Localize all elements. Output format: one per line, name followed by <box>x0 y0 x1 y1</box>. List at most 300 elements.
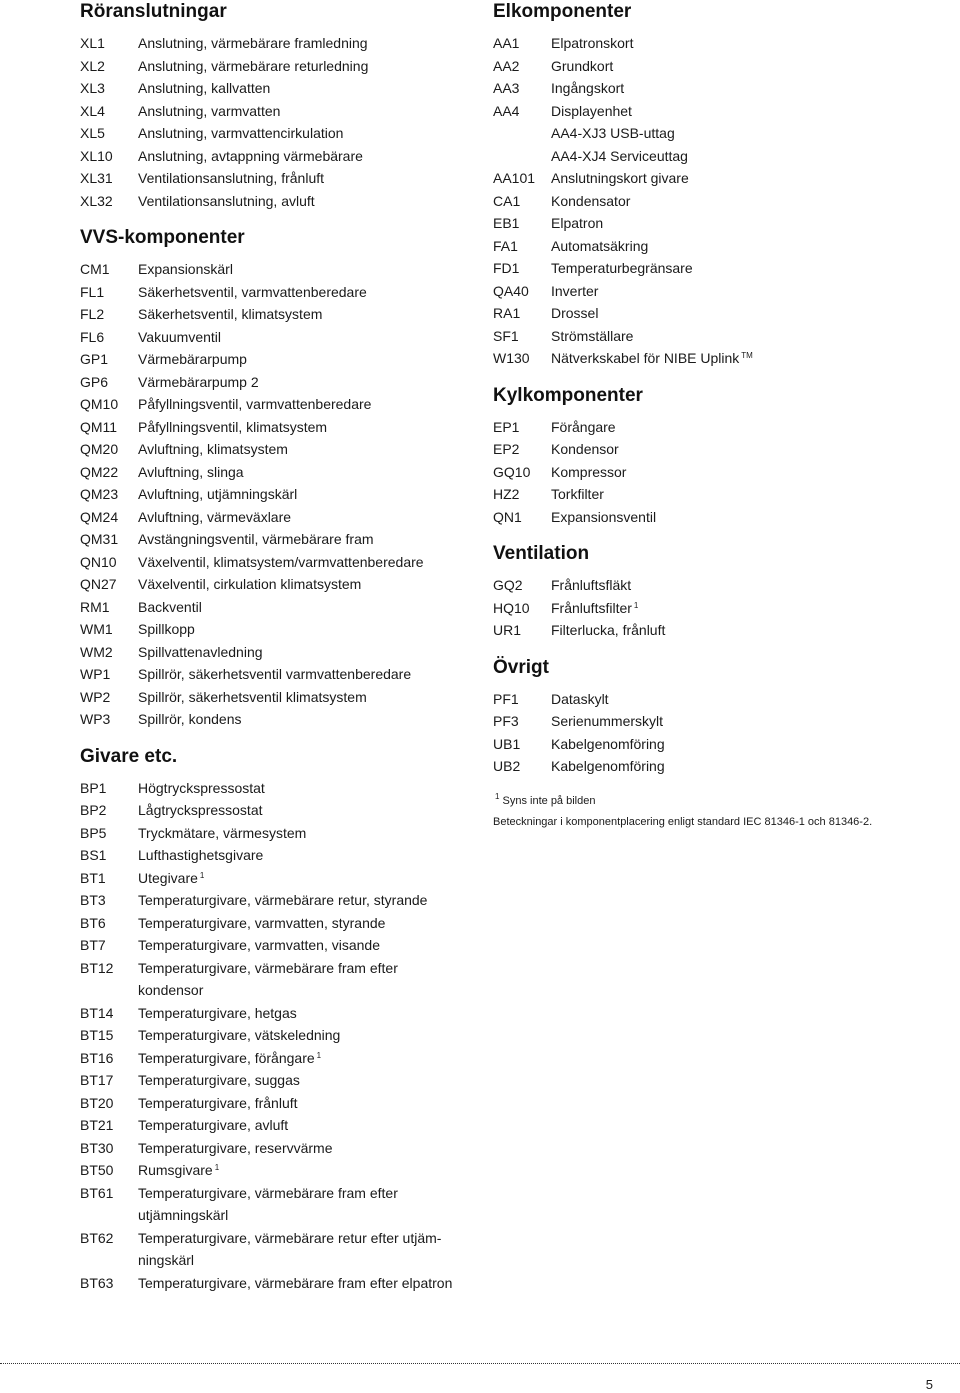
item-description <box>138 326 480 349</box>
item-description <box>551 688 933 711</box>
list-item <box>493 257 933 280</box>
right-column <box>493 0 933 829</box>
section-title-vvs: VVS-komponenter <box>80 227 245 248</box>
item-code: BP1 <box>80 779 107 796</box>
item-description-text: Säkerhetsventil, varmvattenberedare <box>138 283 367 300</box>
list-item <box>493 235 933 258</box>
item-description-text: Torkfilter <box>551 486 604 502</box>
item-description-text: Vakuumventil <box>138 328 222 345</box>
list-item <box>493 77 933 100</box>
list-item <box>493 167 933 190</box>
list-item <box>80 55 480 78</box>
item-description <box>138 686 480 709</box>
list-item <box>493 55 933 78</box>
item-description <box>138 32 480 55</box>
item-description <box>138 303 480 326</box>
item-description <box>138 551 480 574</box>
item-description <box>551 597 933 620</box>
item-description-text: Temperaturgivare, avluft <box>138 1117 289 1133</box>
superscript: 1 <box>214 1163 220 1172</box>
item-description <box>551 619 933 642</box>
list-item <box>80 1047 480 1070</box>
section-title-roranslutningar: Röranslutningar <box>80 1 227 22</box>
section-title-vent: Ventilation <box>493 543 590 564</box>
item-description <box>138 348 480 371</box>
item-description <box>138 281 480 304</box>
item-description <box>138 1114 480 1137</box>
item-description <box>138 1182 480 1227</box>
item-description <box>138 77 480 100</box>
item-description-text: Anslutning, avtappning värmebärare <box>138 147 363 164</box>
item-code: WP1 <box>80 666 111 682</box>
list-item <box>80 32 480 55</box>
item-description <box>138 393 480 416</box>
item-description <box>138 55 480 78</box>
item-description <box>551 483 933 506</box>
item-code: QA40 <box>493 282 529 299</box>
list-item <box>80 371 480 394</box>
item-description <box>138 1159 480 1182</box>
list-el <box>493 32 933 370</box>
item-code: BP2 <box>80 802 107 818</box>
list-item <box>80 1002 480 1025</box>
item-description-text: Rumsgivare <box>138 1162 213 1178</box>
item-description <box>138 573 480 596</box>
item-description-text: Elpatron <box>551 215 604 231</box>
item-code: FA1 <box>493 237 518 254</box>
item-description-text: Temperaturgivare, värmebärare fram efter elpatron <box>138 1274 453 1291</box>
item-description-text: Temperaturgivare, värmebärare retur efter utjäm- ningskärl <box>138 1229 442 1268</box>
item-code: RM1 <box>80 598 110 615</box>
list-item <box>80 1227 480 1272</box>
list-item <box>80 663 480 686</box>
item-description <box>551 167 933 190</box>
item-code: PF3 <box>493 713 519 729</box>
item-code: WP2 <box>80 688 111 705</box>
item-code: QM24 <box>80 508 119 525</box>
item-description-text: Avluftning, slinga <box>138 463 244 480</box>
item-code: SF1 <box>493 327 519 344</box>
item-code: AA1 <box>493 35 520 51</box>
item-description <box>138 100 480 123</box>
list-item <box>493 506 933 529</box>
item-description <box>551 280 933 303</box>
item-description-text: Temperaturgivare, suggas <box>138 1072 300 1088</box>
item-description-text: Temperaturbegränsare <box>551 260 693 276</box>
item-code: GQ2 <box>493 577 523 593</box>
list-item <box>493 483 933 506</box>
list-item <box>80 844 480 867</box>
item-description <box>138 1272 480 1295</box>
item-description-text: Kabelgenomföring <box>551 735 665 752</box>
item-description-text: Temperaturgivare, vätskeledning <box>138 1027 341 1043</box>
item-description-text: Strömställare <box>551 327 634 344</box>
item-description <box>138 799 480 822</box>
item-code: BT17 <box>80 1072 114 1088</box>
list-item <box>80 641 480 664</box>
item-description <box>551 122 933 145</box>
item-description-text: Anslutning, varmvattencirkulation <box>138 125 344 141</box>
item-description-text: Nätverkskabel för NIBE Uplink <box>551 350 740 366</box>
list-item <box>80 506 480 529</box>
item-code: EB1 <box>493 215 520 231</box>
item-description <box>551 212 933 235</box>
item-description <box>138 145 480 168</box>
item-description <box>138 641 480 664</box>
item-description-text: Avluftning, utjämningskärl <box>138 486 298 502</box>
item-description-text: Påfyllningsventil, varmvattenberedare <box>138 396 372 412</box>
item-description-text: Temperaturgivare, frånluft <box>138 1094 298 1111</box>
item-code: HQ10 <box>493 599 530 616</box>
list-item <box>493 688 933 711</box>
list-item <box>493 733 933 756</box>
list-item <box>80 145 480 168</box>
item-code: GP1 <box>80 351 109 367</box>
item-description-text: Avluftning, värmeväxlare <box>138 508 292 525</box>
item-code: BT62 <box>80 1229 114 1246</box>
list-item <box>80 777 480 800</box>
superscript: TM <box>741 351 753 360</box>
list-item <box>493 212 933 235</box>
item-description-text: Anslutning, kallvatten <box>138 80 271 96</box>
list-item <box>80 281 480 304</box>
item-code: XL5 <box>80 125 105 141</box>
item-description-text: Frånluftsfilter <box>551 599 632 616</box>
item-description-text: Lufthastighetsgivare <box>138 847 264 863</box>
item-description-text: Spillkopp <box>138 621 195 637</box>
item-code: BS1 <box>80 847 107 863</box>
section-title-kyl: Kylkomponenter <box>493 384 643 406</box>
item-description-text: Serienummerskylt <box>551 713 664 729</box>
item-description <box>551 32 933 55</box>
item-description-text: Elpatronskort <box>551 35 634 51</box>
item-description <box>138 506 480 529</box>
list-item <box>80 596 480 619</box>
item-code: FL1 <box>80 283 105 300</box>
item-description-text: Anslutning, varmvatten <box>138 102 281 119</box>
item-code: AA4 <box>493 102 520 119</box>
item-description <box>551 755 933 778</box>
item-description-text: Anslutning, värmebärare returledning <box>138 57 369 74</box>
list-item <box>493 347 933 370</box>
item-description <box>138 663 480 686</box>
item-description-text: Spillvattenavledning <box>138 643 263 660</box>
item-description-text: Temperaturgivare, värmebärare fram efter kondensor <box>138 959 398 998</box>
item-description-text: Frånluftsfläkt <box>551 577 632 593</box>
item-code: PF1 <box>493 690 519 707</box>
item-description-text: Växelventil, klimatsystem/varmvattenberedare <box>138 553 424 570</box>
item-description-text: Värmebärarpump <box>138 351 247 367</box>
item-description <box>138 528 480 551</box>
item-description <box>138 461 480 484</box>
item-description-text: Temperaturgivare, varmvatten, styrande <box>138 914 386 931</box>
list-item <box>80 551 480 574</box>
item-code: QM23 <box>80 486 119 502</box>
list-item <box>80 1114 480 1137</box>
item-description <box>551 190 933 213</box>
item-description <box>551 55 933 78</box>
item-description-text: Avstängningsventil, värmebärare fram <box>138 531 374 547</box>
item-description-text: Avluftning, klimatsystem <box>138 441 288 457</box>
item-description <box>138 934 480 957</box>
superscript: 1 <box>199 870 205 880</box>
list-ovrigt <box>493 688 933 778</box>
item-description-text: AA4-XJ3 USB-uttag <box>551 125 675 141</box>
list-item <box>80 934 480 957</box>
superscript: 1 <box>316 1050 322 1060</box>
item-description-text: Kompressor <box>551 463 627 480</box>
list-item <box>493 461 933 484</box>
list-roranslutningar <box>80 32 480 212</box>
item-description-text: Automatsäkring <box>551 237 649 254</box>
footnote-text: Syns inte på bilden <box>502 794 596 807</box>
item-code: BT21 <box>80 1117 114 1133</box>
item-description-text: Utegivare <box>138 869 198 886</box>
list-item <box>80 461 480 484</box>
list-item <box>493 302 933 325</box>
item-description-text: Ingångskort <box>551 80 625 96</box>
item-code: XL10 <box>80 147 113 164</box>
item-description-text: Temperaturgivare, reservvärme <box>138 1139 333 1156</box>
superscript: 1 <box>633 600 639 610</box>
item-description <box>551 77 933 100</box>
item-code: BT63 <box>80 1274 114 1291</box>
item-code: QM10 <box>80 396 119 412</box>
item-code <box>493 122 551 145</box>
item-description <box>138 889 480 912</box>
list-item <box>80 100 480 123</box>
item-description <box>551 506 933 529</box>
list-item <box>80 77 480 100</box>
list-item <box>80 957 480 1002</box>
item-description <box>551 235 933 258</box>
list-item <box>80 122 480 145</box>
item-description <box>138 708 480 731</box>
item-code: BP5 <box>80 824 107 841</box>
standard-note: Beteckningar i komponentplacering enligt standard IEC 81346-1 och 81346-2. <box>493 815 873 828</box>
item-description <box>138 371 480 394</box>
list-item <box>80 799 480 822</box>
item-code: BT61 <box>80 1184 114 1201</box>
item-description <box>138 258 480 281</box>
item-description <box>551 710 933 733</box>
item-description <box>138 912 480 935</box>
item-description-text: Högtryckspressostat <box>138 779 265 796</box>
item-description <box>551 416 933 439</box>
list-item <box>80 1024 480 1047</box>
item-description-text: Grundkort <box>551 57 614 74</box>
item-code: QN1 <box>493 508 522 525</box>
item-description-text: AA4-XJ4 Serviceuttag <box>551 147 688 164</box>
item-description-text: Lågtryckspressostat <box>138 802 263 818</box>
list-item <box>493 574 933 597</box>
list-item <box>493 100 933 123</box>
item-code: BT1 <box>80 869 106 886</box>
item-description <box>551 461 933 484</box>
item-code: QM31 <box>80 531 119 547</box>
item-description-text: Drossel <box>551 305 599 321</box>
list-item <box>80 1159 480 1182</box>
footnote-mark: 1 <box>495 791 500 801</box>
item-code: QN27 <box>80 576 117 592</box>
list-item <box>493 710 933 733</box>
item-description <box>138 122 480 145</box>
item-description-text: Spillrör, kondens <box>138 711 242 727</box>
item-code: QM22 <box>80 463 119 480</box>
item-code: HZ2 <box>493 486 520 502</box>
item-description-text: Expansionskärl <box>138 261 233 277</box>
list-item <box>80 889 480 912</box>
item-description-text: Kondensor <box>551 441 619 457</box>
item-description <box>138 1024 480 1047</box>
page-number: 5 <box>925 1377 933 1392</box>
item-code: XL2 <box>80 57 105 74</box>
item-code <box>493 145 551 168</box>
item-description-text: Dataskylt <box>551 690 609 707</box>
item-description-text: Filterlucka, frånluft <box>551 622 666 638</box>
item-description <box>551 438 933 461</box>
item-description <box>138 483 480 506</box>
list-vvs <box>80 258 480 731</box>
list-item <box>80 1137 480 1160</box>
list-item <box>80 167 480 190</box>
list-item <box>80 1092 480 1115</box>
item-description <box>138 190 480 213</box>
item-description <box>138 822 480 845</box>
item-code: RA1 <box>493 305 521 321</box>
item-description <box>138 1092 480 1115</box>
item-code: FL6 <box>80 328 105 345</box>
item-description-text: Anslutning, värmebärare framledning <box>138 35 368 51</box>
item-code: BT20 <box>80 1094 114 1111</box>
item-description-text: Ventilationsanslutning, avluft <box>138 192 315 209</box>
item-code: QM20 <box>80 441 119 457</box>
item-code: GQ10 <box>493 463 531 480</box>
footnote <box>493 791 933 808</box>
item-description-text: Kondensator <box>551 192 631 209</box>
item-code: BT6 <box>80 914 106 931</box>
list-item <box>80 1069 480 1092</box>
item-description-text: Tryckmätare, värmesystem <box>138 824 307 841</box>
list-givare <box>80 777 480 1295</box>
item-code: WP3 <box>80 711 111 727</box>
list-item <box>80 686 480 709</box>
item-description <box>138 618 480 641</box>
item-code: FD1 <box>493 260 520 276</box>
item-code: BT14 <box>80 1004 114 1021</box>
section-title-el: Elkomponenter <box>493 1 632 22</box>
item-code: BT30 <box>80 1139 114 1156</box>
list-item <box>493 190 933 213</box>
item-description-text: Temperaturgivare, hetgas <box>138 1004 297 1021</box>
list-item <box>80 438 480 461</box>
item-code: AA101 <box>493 170 536 186</box>
item-description-text: Spillrör, säkerhetsventil klimatsystem <box>138 688 367 705</box>
list-item <box>80 393 480 416</box>
item-description-text: Temperaturgivare, värmebärare retur, styrande <box>138 892 428 908</box>
item-description-text: Spillrör, säkerhetsventil varmvattenberedare <box>138 666 412 682</box>
item-description <box>138 1227 480 1272</box>
item-description <box>138 596 480 619</box>
item-description <box>138 957 480 1002</box>
list-item <box>80 483 480 506</box>
item-code: QM11 <box>80 418 118 435</box>
footer-divider <box>0 1363 960 1364</box>
item-code: AA2 <box>493 57 520 74</box>
item-description-text: Anslutningskort givare <box>551 170 689 186</box>
item-code: XL31 <box>80 170 113 186</box>
item-code: UB1 <box>493 735 521 752</box>
list-item <box>80 528 480 551</box>
item-description <box>138 1137 480 1160</box>
item-code: WM1 <box>80 621 113 637</box>
item-code: W130 <box>493 350 530 366</box>
item-code: XL3 <box>80 80 105 96</box>
item-description <box>138 867 480 890</box>
list-item <box>493 597 933 620</box>
item-description <box>551 347 933 370</box>
item-code: BT15 <box>80 1027 114 1043</box>
item-description <box>138 777 480 800</box>
item-code: BT7 <box>80 937 106 953</box>
list-kyl <box>493 416 933 529</box>
item-description <box>138 438 480 461</box>
item-description-text: Temperaturgivare, varmvatten, visande <box>138 937 380 953</box>
item-code: BT16 <box>80 1049 114 1066</box>
list-item <box>80 618 480 641</box>
item-description <box>138 1047 480 1070</box>
item-code: XL32 <box>80 192 113 209</box>
list-vent <box>493 574 933 642</box>
item-description-text: Förångare <box>551 418 616 435</box>
item-code: EP1 <box>493 418 520 435</box>
list-item <box>80 326 480 349</box>
item-code: QN10 <box>80 553 117 570</box>
list-item <box>80 822 480 845</box>
list-item <box>493 32 933 55</box>
item-code: UB2 <box>493 758 521 774</box>
list-item <box>80 348 480 371</box>
section-title-ovrigt: Övrigt <box>493 656 549 678</box>
list-item <box>493 416 933 439</box>
item-description-text: Temperaturgivare, värmebärare fram efter utjämningskärl <box>138 1184 398 1223</box>
item-description <box>551 145 933 168</box>
item-description <box>138 844 480 867</box>
item-description <box>551 100 933 123</box>
list-item <box>493 755 933 778</box>
item-code: FL2 <box>80 306 105 322</box>
item-code: BT12 <box>80 959 114 976</box>
item-code: WM2 <box>80 643 113 660</box>
item-description <box>138 416 480 439</box>
item-description-text: Kabelgenomföring <box>551 758 665 774</box>
item-description-text: Inverter <box>551 282 599 299</box>
item-description <box>138 1069 480 1092</box>
item-description-text: Värmebärarpump 2 <box>138 373 259 390</box>
list-item <box>493 438 933 461</box>
item-code: EP2 <box>493 441 520 457</box>
item-code: AA3 <box>493 80 520 96</box>
item-description-text: Växelventil, cirkulation klimatsystem <box>138 576 362 592</box>
section-title-givare: Givare etc. <box>80 745 178 767</box>
list-item <box>80 258 480 281</box>
list-item <box>493 145 933 168</box>
item-code: BT3 <box>80 892 106 908</box>
item-code: UR1 <box>493 622 522 638</box>
item-description <box>551 733 933 756</box>
item-code: GP6 <box>80 373 109 390</box>
item-code: CM1 <box>80 261 110 277</box>
